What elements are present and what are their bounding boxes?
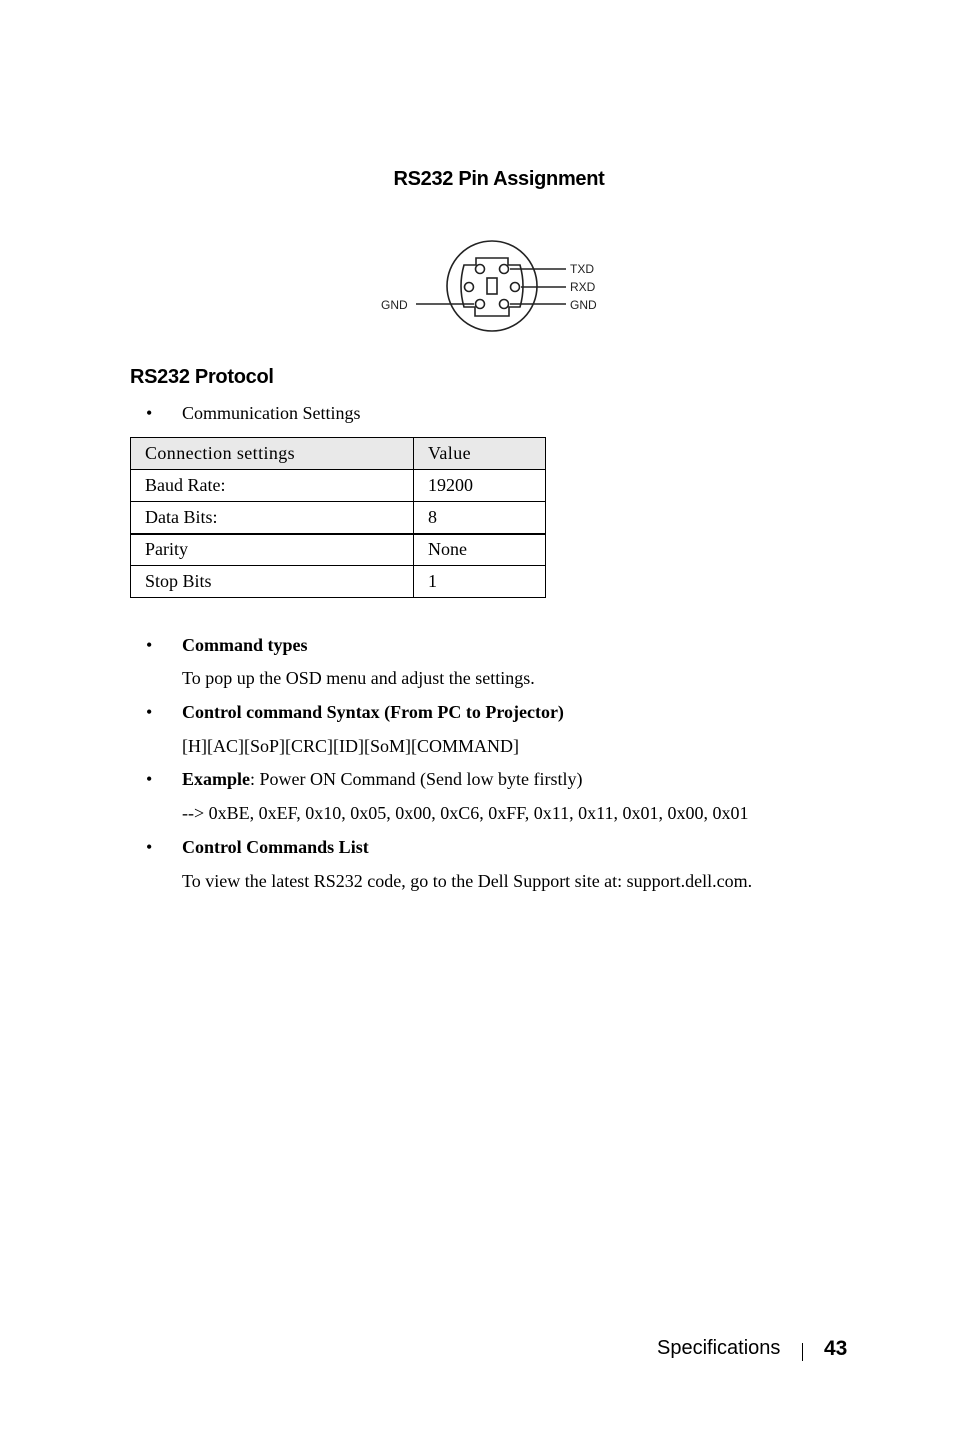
example-inline: : Power ON Command (Send low byte firstly) bbox=[250, 769, 583, 789]
table-cell: Data Bits: bbox=[131, 502, 414, 534]
bullet-glyph: • bbox=[146, 635, 153, 655]
center-key bbox=[487, 278, 497, 294]
commands-list-text: To view the latest RS232 code, go to the Dell Support site at: support.dell.com. bbox=[182, 871, 753, 891]
table-row bbox=[131, 534, 546, 566]
pin-2 bbox=[500, 265, 509, 274]
bullet-glyph: • bbox=[146, 837, 153, 857]
connection-settings-table bbox=[130, 437, 546, 598]
gnd-right-label: GND bbox=[570, 298, 597, 312]
gnd-left-label: GND bbox=[381, 298, 408, 312]
table-cell: 19200 bbox=[414, 470, 546, 502]
syntax-text: [H][AC][SoP][CRC][ID][SoM][COMMAND] bbox=[182, 736, 519, 756]
pin-4 bbox=[511, 283, 520, 292]
footer-divider bbox=[802, 1343, 803, 1361]
table-row bbox=[131, 566, 546, 598]
rxd-label: RXD bbox=[570, 280, 596, 294]
table-header-cell: Value bbox=[414, 438, 546, 470]
table-row bbox=[131, 502, 546, 534]
comm-settings-label: Communication Settings bbox=[182, 403, 361, 423]
bullet-glyph: • bbox=[146, 702, 153, 722]
table-header-row bbox=[131, 438, 546, 470]
commands-list-heading: Control Commands List bbox=[182, 837, 369, 857]
protocol-title: RS232 Protocol bbox=[130, 366, 274, 388]
pin-1 bbox=[476, 265, 485, 274]
txd-label: TXD bbox=[570, 262, 594, 276]
table-cell: Stop Bits bbox=[131, 566, 414, 598]
example-line bbox=[182, 769, 582, 790]
bullet-glyph: • bbox=[146, 403, 153, 423]
table-row bbox=[131, 470, 546, 502]
rs232-connector-diagram bbox=[376, 236, 606, 336]
table-cell: 8 bbox=[414, 502, 546, 534]
syntax-heading: Control command Syntax (From PC to Projector) bbox=[182, 702, 564, 722]
table-cell: 1 bbox=[414, 566, 546, 598]
pin-3 bbox=[465, 283, 474, 292]
table-cell: None bbox=[414, 534, 546, 566]
table-cell: Baud Rate: bbox=[131, 470, 414, 502]
page-number: 43 bbox=[824, 1337, 848, 1360]
command-types-heading: Command types bbox=[182, 635, 308, 655]
pin-assignment-title: RS232 Pin Assignment bbox=[393, 168, 605, 190]
bullet-glyph: • bbox=[146, 769, 153, 789]
connector-inner-housing bbox=[461, 258, 523, 316]
example-text: --> 0xBE, 0xEF, 0x10, 0x05, 0x00, 0xC6, 0xFF, 0x11, 0x11, 0x01, 0x00, 0x01 bbox=[182, 803, 749, 823]
table-cell: Parity bbox=[131, 534, 414, 566]
table-header-cell: Connection settings bbox=[131, 438, 414, 470]
footer-section-name: Specifications bbox=[657, 1337, 781, 1359]
pin-6 bbox=[500, 300, 509, 309]
command-types-text: To pop up the OSD menu and adjust the settings. bbox=[182, 668, 535, 688]
pin-5 bbox=[476, 300, 485, 309]
example-heading: Example bbox=[182, 769, 251, 789]
